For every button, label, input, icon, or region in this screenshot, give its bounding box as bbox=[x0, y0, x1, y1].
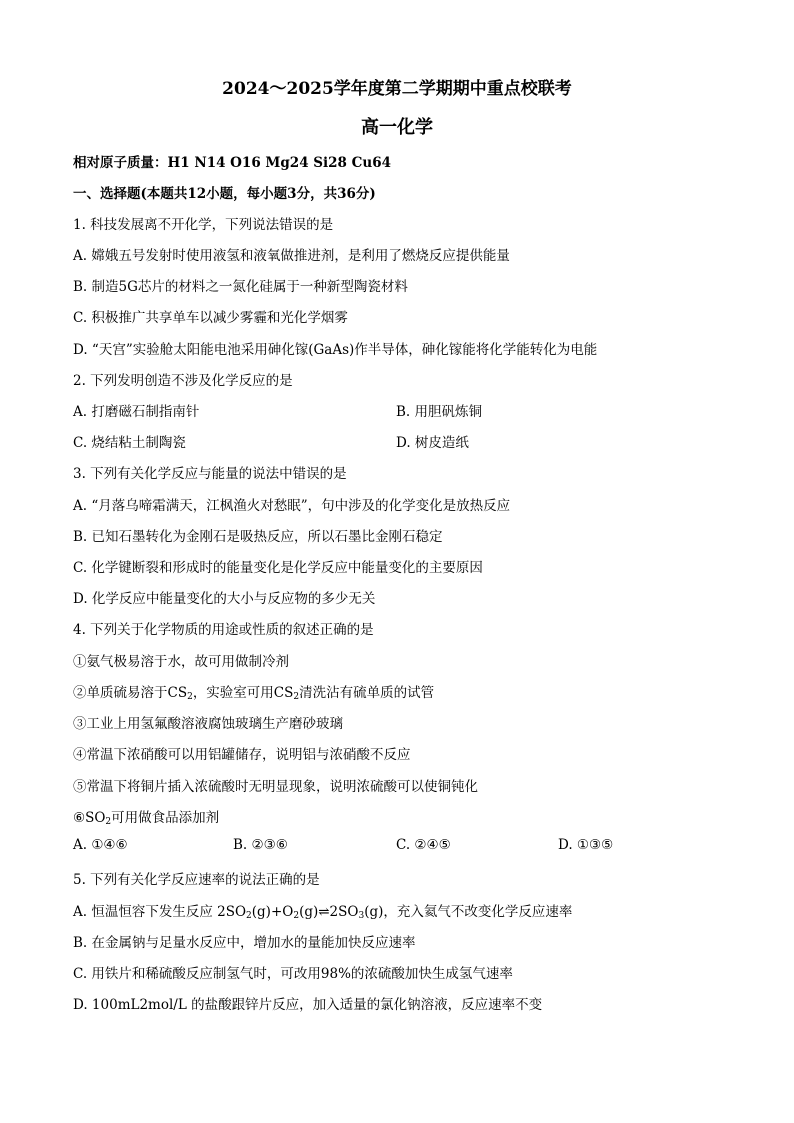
q4-option-d: D. ①③⑤ bbox=[558, 837, 614, 853]
q1-option-d: D. “天宫”实验舱太阳能电池采用砷化镓(GaAs)作半导体，砷化镓能将化学能转化为电能 bbox=[73, 342, 598, 358]
q4-statement-4: ④常温下浓硝酸可以用铝罐储存，说明铝与浓硝酸不反应 bbox=[73, 747, 411, 763]
q4-option-a: A. ①④⑥ bbox=[73, 837, 128, 853]
q1-stem: 1. 科技发展离不开化学，下列说法错误的是 bbox=[73, 217, 334, 233]
atomic-mass-line: 相对原子质量：H1 N14 O16 Mg24 Si28 Cu64 bbox=[73, 155, 392, 171]
section-heading: 一、选择题(本题共12小题，每小题3分，共36分) bbox=[73, 186, 376, 202]
q4-option-c: C. ②④⑤ bbox=[396, 837, 451, 853]
exam-title: 2024～2025学年度第二学期期中重点校联考 bbox=[222, 79, 572, 99]
q4-option-b: B. ②③⑥ bbox=[233, 837, 288, 853]
subject-title: 高一化学 bbox=[361, 117, 433, 138]
q4-statement-5: ⑤常温下将铜片插入浓硫酸时无明显现象，说明浓硫酸可以使铜钝化 bbox=[73, 779, 478, 795]
q5-stem: 5. 下列有关化学反应速率的说法正确的是 bbox=[73, 872, 320, 888]
q4-statement-6: $⑥SO_2$可用做食品添加剂 bbox=[73, 810, 220, 827]
q2-option-c: C. 烧结粘土制陶瓷 bbox=[73, 435, 186, 451]
q5-option-a: A. 恒温恒容下发生反应 $2SO_2(g)+O_2(g)\rightleftharpoons 2SO_3(g)$，充入氦气不改变化学反应速率 bbox=[73, 904, 573, 921]
q2-stem: 2. 下列发明创造不涉及化学反应的是 bbox=[73, 373, 293, 389]
q2-option-a: A. 打磨磁石制指南针 bbox=[73, 404, 200, 420]
q2-option-d: D. 树皮造纸 bbox=[396, 435, 469, 451]
q5-option-c: C. 用铁片和稀硫酸反应制氢气时，可改用98%的浓硫酸加快生成氢气速率 bbox=[73, 966, 513, 982]
q1-option-c: C. 积极推广共享单车以减少雾霾和光化学烟雾 bbox=[73, 310, 348, 326]
q5-option-b: B. 在金属钠与足量水反应中，增加水的量能加快反应速率 bbox=[73, 935, 416, 951]
q5-option-d: D. 100mL2mol/L 的盐酸跟锌片反应，加入适量的氯化钠溶液，反应速率不变 bbox=[73, 997, 543, 1013]
q2-option-b: B. 用胆矾炼铜 bbox=[396, 404, 483, 420]
q3-option-d: D. 化学反应中能量变化的大小与反应物的多少无关 bbox=[73, 591, 376, 607]
q3-option-b: B. 已知石墨转化为金刚石是吸热反应，所以石墨比金刚石稳定 bbox=[73, 529, 443, 545]
q1-option-a: A. 嫦娥五号发射时使用液氢和液氧做推进剂，是利用了燃烧反应提供能量 bbox=[73, 248, 510, 264]
q4-stem: 4. 下列关于化学物质的用途或性质的叙述正确的是 bbox=[73, 622, 374, 638]
q4-statement-3: ③工业上用氢氟酸溶液腐蚀玻璃生产磨砂玻璃 bbox=[73, 716, 343, 732]
q4-statement-1: ①氨气极易溶于水，故可用做制冷剂 bbox=[73, 654, 289, 670]
q3-option-c: C. 化学键断裂和形成时的能量变化是化学反应中能量变化的主要原因 bbox=[73, 560, 483, 576]
q1-option-b: B. 制造5G芯片的材料之一氮化硅属于一种新型陶瓷材料 bbox=[73, 279, 408, 295]
q3-option-a: A. “月落乌啼霜满天，江枫渔火对愁眠”，句中涉及的化学变化是放热反应 bbox=[73, 498, 511, 514]
q4-statement-2: ②单质硫易溶于$CS_2$，实验室可用$CS_2$清洗沾有硫单质的试管 bbox=[73, 685, 435, 702]
q3-stem: 3. 下列有关化学反应与能量的说法中错误的是 bbox=[73, 466, 347, 482]
